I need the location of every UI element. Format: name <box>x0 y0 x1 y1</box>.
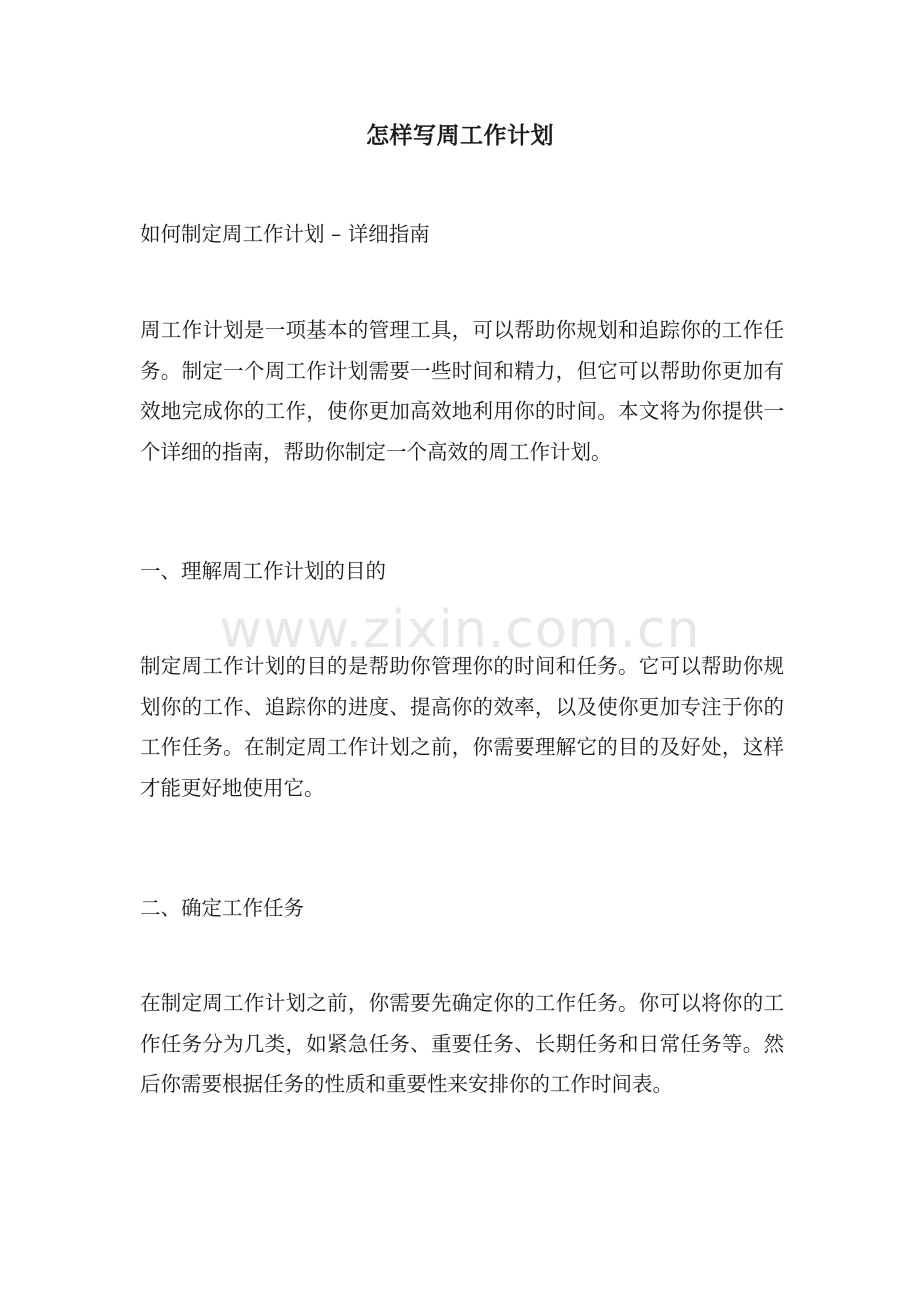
section-body-1: 制定周工作计划的目的是帮助你管理你的时间和任务。它可以帮助你规划你的工作、追踪你的进度、提高你的效率，以及使你更加专注于你的工作任务。在制定周工作计划之前，你需要理解它的目的及好处，这样才能更好地使用它。 <box>140 654 784 800</box>
section-body-2: 在制定周工作计划之前，你需要先确定你的工作任务。你可以将你的工作任务分为几类，如紧急任务、重要任务、长期任务和日常任务等。然后你需要根据任务的性质和重要性来安排你的工作时间表。 <box>140 991 784 1096</box>
watermark: www.zixin.com.cn <box>219 600 701 660</box>
document-subtitle: 如何制定周工作计划 – 详细指南 <box>140 222 430 246</box>
intro-paragraph: 周工作计划是一项基本的管理工具，可以帮助你规划和追踪你的工作任务。制定一个周工作计划需要一些时间和精力，但它可以帮助你更加有效地完成你的工作，使你更加高效地利用你的时间。本文将为你提供一个详细的指南，帮助你制定一个高效的周工作计划。 <box>140 318 784 464</box>
section-heading-1: 一、理解周工作计划的目的 <box>140 559 386 583</box>
document-title: 怎样写周工作计划 <box>366 122 554 149</box>
section-heading-2: 二、确定工作任务 <box>140 896 304 920</box>
